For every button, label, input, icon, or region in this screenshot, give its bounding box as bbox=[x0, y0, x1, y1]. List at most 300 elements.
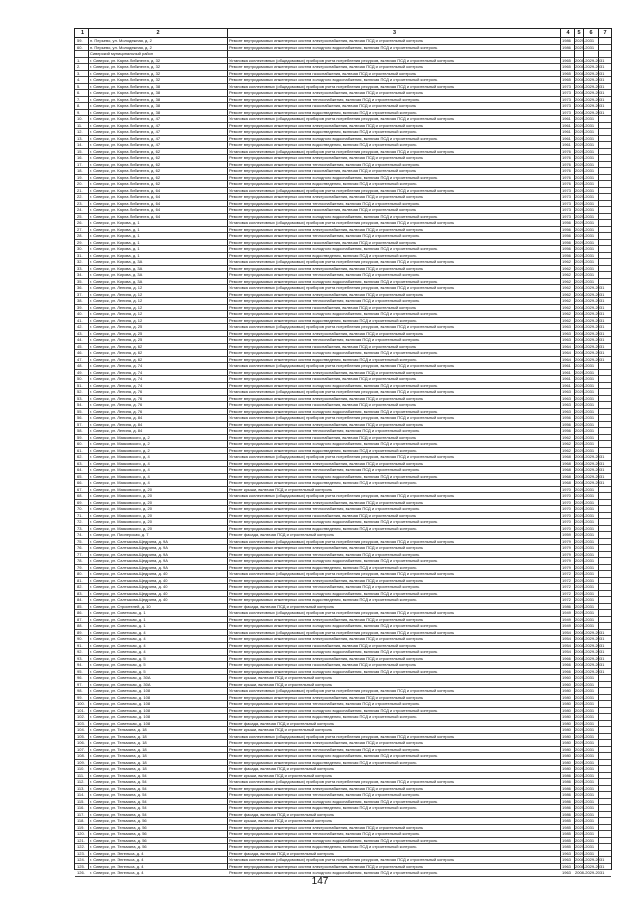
row-number: 52. bbox=[77, 389, 83, 394]
row-number: 77. bbox=[77, 551, 83, 557]
row-address: г. Сиверск, ул. Маяковского, д. 4 bbox=[90, 460, 150, 466]
row-number: 4. bbox=[77, 77, 81, 82]
row-period: 2029-2031 bbox=[575, 434, 595, 440]
row-period: 2029-2031 bbox=[575, 441, 595, 446]
row-address: г. Сиверск, ул. Карла Либкнехта, д. 47 bbox=[90, 142, 161, 147]
row-year: 1963 bbox=[562, 330, 571, 336]
row-address: г. Сиверск, ул. Ленина, д. 84 bbox=[90, 428, 143, 433]
row-work-type: Ремонт внутридомовых инженерных систем холодного водоснабжения, включая ПСД и строительный контроль bbox=[229, 382, 438, 388]
row-number: 106. bbox=[77, 740, 85, 745]
row-work-type: Установка коллективных (общедомовых) приборов учета потребления ресурсов, включая ПСД и строительный контроль bbox=[229, 259, 455, 264]
row-year: 1960 bbox=[562, 681, 571, 687]
row-work-type: Ремонт внутридомовых инженерных систем теплоснабжения, включая ПСД и строительный контроль bbox=[229, 298, 420, 303]
register-table bbox=[74, 28, 612, 875]
row-period: 2008-2029-2031 bbox=[575, 285, 605, 290]
row-period: 2008-2029-2031 bbox=[575, 642, 605, 648]
row-year: 1966 bbox=[562, 662, 571, 667]
row-number: 54. bbox=[77, 402, 83, 407]
row-work-type: Ремонт внутридомовых инженерных систем электроснабжения, включая ПСД и строительный контроль bbox=[229, 499, 424, 505]
row-year: 1956 bbox=[562, 239, 571, 245]
row-address: г. Сиверск, ул. Карла Либкнехта, д. 38 bbox=[90, 96, 161, 102]
row-work-type: Ремонт внутридомовых инженерных систем водоотведения, включая ПСД и строительный контроль bbox=[229, 525, 417, 531]
row-period: 2008-2029-2031 bbox=[575, 356, 605, 362]
row-period: 2029-2031 bbox=[575, 226, 595, 232]
row-address: г. Сиверск, ул. Салтыкова-Щедрина, д. 40 bbox=[90, 597, 168, 602]
row-work-type: Установка коллективных (общедомовых) приборов учета потребления ресурсов, включая ПСД и строительный контроль bbox=[229, 116, 455, 121]
row-year: 1954 bbox=[562, 629, 571, 635]
row-number: 76. bbox=[77, 545, 83, 550]
row-work-type: Установка коллективных (общедомовых) приборов учета потребления ресурсов, включая ПСД и строительный контроль bbox=[229, 363, 455, 368]
row-work-type: Ремонт внутридомовых инженерных систем электроснабжения, включая ПСД и строительный контроль bbox=[229, 824, 424, 830]
row-number: 82. bbox=[77, 584, 83, 589]
row-year: 1956 bbox=[562, 246, 571, 251]
row-work-type: Ремонт крыши, включая ПСД и строительный контроль bbox=[229, 727, 333, 732]
row-work-type: Ремонт фасада, включая ПСД и строительный контроль bbox=[229, 850, 335, 856]
row-address: г. Сиверск, ул. Ленина, д. 25 bbox=[90, 324, 143, 329]
row-address: г. Сиверск, ул. Советская, д. 4 bbox=[90, 636, 146, 641]
row-number: 94. bbox=[77, 662, 83, 667]
row-number: 79. bbox=[77, 564, 83, 570]
row-work-type: Ремонт внутридомовых инженерных систем теплоснабжения, включая ПСД и строительный контроль bbox=[229, 96, 420, 102]
row-year: 1986 bbox=[562, 785, 571, 791]
row-work-type: Ремонт внутридомовых инженерных систем водоотведения, включая ПСД и строительный контроль bbox=[229, 181, 417, 186]
row-work-type: Ремонт внутридомовых инженерных систем теплоснабжения, включая ПСД и строительный контроль bbox=[229, 584, 420, 589]
row-address: г. Сиверск, ул. Тельмана, д. 18 bbox=[90, 733, 147, 739]
row-year: 1980 bbox=[562, 759, 571, 765]
row-address: г. Сиверск, ул. Карла Либкнехта, д. 32 bbox=[90, 64, 161, 69]
column-divider bbox=[560, 29, 561, 869]
row-period: 2029-2031 bbox=[575, 252, 595, 258]
row-year: 1962 bbox=[562, 259, 571, 264]
row-year: 1963 bbox=[562, 337, 571, 342]
row-address: г. Сиверск, ул. Карла Либкнехта, д. 62 bbox=[90, 161, 161, 167]
row-work-type: Ремонт крыши, включая ПСД и строительный контроль bbox=[229, 818, 333, 823]
row-year: 1986 bbox=[562, 779, 571, 784]
row-address: г. Сиверск, ул. Энгельса, д. 4 bbox=[90, 863, 144, 869]
row-address: г. Сиверск, ул. Салтыкова-Щедрина, д. 40 bbox=[90, 577, 168, 583]
row-work-type: Ремонт внутридомовых инженерных систем водоотведения, включая ПСД и строительный контроль bbox=[229, 564, 417, 570]
row-year: 1986 bbox=[562, 38, 571, 43]
column-header-6: 6 bbox=[589, 30, 593, 36]
row-year: 1965 bbox=[562, 64, 571, 69]
row-period: 2029-2031 bbox=[575, 278, 595, 284]
row-year: 1980 bbox=[562, 766, 571, 771]
row-address: г. Сиверск, ул. Салтыкова-Щедрина, д. 40 bbox=[90, 590, 168, 596]
row-year: 1976 bbox=[562, 155, 571, 160]
row-period: 2029-2031 bbox=[575, 571, 595, 576]
row-year: 1980 bbox=[562, 688, 571, 693]
row-period: 2029-2031 bbox=[575, 694, 595, 700]
row-work-type: Ремонт внутридомовых инженерных систем холодного водоснабжения, включая ПСД и строительный контроль bbox=[229, 44, 438, 50]
row-period: 2008-2029-2031 bbox=[575, 337, 605, 342]
row-year: 1972 bbox=[562, 584, 571, 589]
row-period: 2029-2031 bbox=[575, 740, 595, 745]
row-period: 2029-2031 bbox=[575, 246, 595, 251]
row-year: 1954 bbox=[562, 642, 571, 648]
row-year: 1976 bbox=[562, 174, 571, 180]
row-work-type: Ремонт внутридомовых инженерных систем электроснабжения, включая ПСД и строительный контроль bbox=[229, 265, 424, 271]
row-work-type: Ремонт внутридомовых инженерных систем холодного водоснабжения, включая ПСД и строительный контроль bbox=[229, 837, 438, 843]
row-year: 1965 bbox=[562, 70, 571, 76]
row-address: г. Сиверск, ул. Пионерская, д. 7 bbox=[90, 532, 149, 537]
row-number: 105. bbox=[77, 733, 85, 739]
row-period: 2008-2029-2031 bbox=[575, 649, 605, 654]
row-year: 1970 bbox=[562, 525, 571, 531]
row-work-type: Ремонт внутридомовых инженерных систем электроснабжения, включая ПСД и строительный контроль bbox=[229, 636, 424, 641]
row-address: г. Сиверск, ул. Ленина, д. 25 bbox=[90, 337, 143, 342]
row-work-type: Ремонт внутридомовых инженерных систем холодного водоснабжения, включая ПСД и строительный контроль bbox=[229, 278, 438, 284]
row-period: 2029-2031 bbox=[575, 129, 595, 134]
row-address: г. Сиверск, ул. Кирова, д. 3А bbox=[90, 278, 143, 284]
row-year: 1963 bbox=[562, 857, 571, 862]
row-work-type: Ремонт внутридомовых инженерных систем газоснабжения, включая ПСД и строительный контроль bbox=[229, 207, 417, 212]
row-period: 2029-2031 bbox=[575, 759, 595, 765]
row-year: 1956 bbox=[562, 233, 571, 238]
row-address: г. Сиверск, ул. Советская, д. 5 bbox=[90, 662, 146, 667]
row-work-type: Ремонт внутридомовых инженерных систем газоснабжения, включая ПСД и строительный контроль bbox=[229, 103, 417, 108]
row-period: 2008-2029-2031 bbox=[575, 311, 605, 316]
row-number: 121. bbox=[77, 837, 85, 843]
row-year: 1961 bbox=[562, 382, 571, 388]
row-period: 2029-2031 bbox=[575, 389, 595, 394]
row-year: 1956 bbox=[562, 220, 571, 225]
row-period: 2008-2029-2031 bbox=[575, 350, 605, 355]
row-address: г. Сиверск, ул. Маяковского, д. 20 bbox=[90, 499, 152, 505]
row-year: 1961 bbox=[562, 129, 571, 134]
row-year: 1968 bbox=[562, 480, 571, 485]
row-number: 22. bbox=[77, 194, 83, 199]
row-period: 2029-2031 bbox=[575, 402, 595, 407]
row-number: 55. bbox=[77, 408, 83, 414]
row-address: г. Сиверск, ул. Карла Либкнехта, д. 38 bbox=[90, 90, 161, 95]
row-year: 1963 bbox=[562, 863, 571, 869]
row-address: г. Сиверск, ул. Тельмана, д. 18 bbox=[90, 759, 147, 765]
row-period: 2029-2031 bbox=[575, 675, 595, 680]
row-number: 44. bbox=[77, 337, 83, 342]
row-year: 1961 bbox=[562, 369, 571, 375]
row-number: 66. bbox=[77, 480, 83, 485]
row-address: г. Сиверск, ул. Ленина, д. 25 bbox=[90, 330, 143, 336]
row-address: г. Сиверск, ул. Советская, д. 30А bbox=[90, 681, 151, 687]
row-year: 1980 bbox=[562, 753, 571, 758]
row-year: 1979 bbox=[562, 564, 571, 570]
row-address: г. Сиверск, ул. Маяковского, д. 20 bbox=[90, 519, 152, 524]
row-period: 2029-2031 bbox=[575, 44, 595, 50]
row-period: 2029-2031 bbox=[575, 616, 595, 622]
row-number: 13. bbox=[77, 135, 83, 141]
row-year: 1980 bbox=[562, 727, 571, 732]
column-divider bbox=[574, 29, 575, 869]
row-work-type: Ремонт внутридомовых инженерных систем холодного водоснабжения, включая ПСД и строительный контроль bbox=[229, 798, 438, 804]
row-work-type: Ремонт внутридомовых инженерных систем холодного водоснабжения, включая ПСД и строительный контроль bbox=[229, 350, 438, 355]
row-address: г. Сиверск, ул. Маяковского, д. 2 bbox=[90, 441, 150, 446]
row-number: 93. bbox=[77, 655, 83, 661]
row-address: г. Сиверск, ул. Энгельса, д. 4 bbox=[90, 870, 144, 875]
row-address: г. Сиверск, ул. Ленина, д. 84 bbox=[90, 421, 143, 427]
row-period: 2008-2029-2031 bbox=[575, 863, 605, 869]
row-number: 11. bbox=[77, 122, 83, 128]
row-address: г. Сиверск, ул. Маяковского, д. 20 bbox=[90, 486, 152, 492]
row-number: 59. bbox=[77, 38, 83, 43]
row-work-type: Ремонт внутридомовых инженерных систем газоснабжения, включая ПСД и строительный контроль bbox=[229, 376, 417, 381]
row-address: г. Сиверск, ул. Карла Либкнехта, д. 64 bbox=[90, 194, 161, 199]
row-period: 2029-2031 bbox=[575, 233, 595, 238]
row-year: 1986 bbox=[562, 603, 571, 609]
row-address: г. Сиверск, ул. Тельмана, д. 54 bbox=[90, 779, 147, 784]
row-period: 2029-2031 bbox=[575, 538, 595, 544]
row-number: 64. bbox=[77, 467, 83, 472]
row-period: 2008-2029-2031 bbox=[575, 480, 605, 485]
row-address: г. Сиверск, ул. Советская, д. 108 bbox=[90, 688, 151, 693]
row-number: 42. bbox=[77, 324, 83, 329]
row-number: 75. bbox=[77, 538, 83, 544]
row-number: 90. bbox=[77, 636, 83, 641]
row-address: г. Сиверск, ул. Салтыкова-Щедрина, д. 9А bbox=[90, 551, 168, 557]
row-year: 1961 bbox=[562, 376, 571, 381]
row-number: 65. bbox=[77, 473, 83, 479]
row-address: г. Сиверск, ул. Ленина, д. 12 bbox=[90, 317, 143, 323]
row-number: 126. bbox=[77, 870, 85, 875]
row-address: г. Сиверск, ул. Салтыкова-Щедрина, д. 40 bbox=[90, 584, 168, 589]
row-work-type: Ремонт внутридомовых инженерных систем электроснабжения, включая ПСД и строительный контроль bbox=[229, 421, 424, 427]
row-year: 1963 bbox=[562, 389, 571, 394]
row-year: 1986 bbox=[562, 772, 571, 778]
row-period: 2029-2031 bbox=[575, 181, 595, 186]
row-year: 1949 bbox=[562, 623, 571, 628]
row-year: 1973 bbox=[562, 200, 571, 206]
row-work-type: Установка коллективных (общедомовых) приборов учета потребления ресурсов, включая ПСД и строительный контроль bbox=[229, 220, 455, 225]
row-work-type: Ремонт внутридомовых инженерных систем газоснабжения, включая ПСД и строительный контроль bbox=[229, 662, 417, 667]
row-year: 1980 bbox=[562, 740, 571, 745]
row-work-type: Установка коллективных (общедомовых) приборов учета потребления ресурсов, включая ПСД и строительный контроль bbox=[229, 187, 455, 193]
row-address: г. Сиверск, ул. Тельмана, д. 56 bbox=[90, 837, 147, 843]
row-address: г. Сиверск, ул. Тельмана, д. 56 bbox=[90, 818, 147, 823]
row-work-type: Ремонт внутридомовых инженерных систем холодного водоснабжения, включая ПСД и строительный контроль bbox=[229, 519, 438, 524]
row-year: 1963 bbox=[562, 324, 571, 329]
column-divider bbox=[227, 29, 228, 869]
row-number: 63. bbox=[77, 460, 83, 466]
row-number: 100. bbox=[77, 701, 85, 706]
row-year: 1966 bbox=[562, 668, 571, 674]
row-year: 1980 bbox=[562, 694, 571, 700]
row-work-type: Установка коллективных (общедомовых) приборов учета потребления ресурсов, включая ПСД и строительный контроль bbox=[229, 857, 455, 862]
row-number: 92. bbox=[77, 649, 83, 654]
column-divider bbox=[583, 29, 584, 869]
row-period: 2029-2031 bbox=[575, 382, 595, 388]
row-number: 62. bbox=[77, 454, 83, 459]
row-work-type: Ремонт внутридомовых инженерных систем водоотведения, включая ПСД и строительный контроль bbox=[229, 480, 417, 485]
row-year: 1961 bbox=[562, 135, 571, 141]
row-period: 2008-2029-2031 bbox=[575, 83, 605, 89]
row-work-type: Ремонт внутридомовых инженерных систем водоотведения, включая ПСД и строительный контроль bbox=[229, 805, 417, 810]
column-header-work-type: 3 bbox=[392, 30, 397, 36]
row-address: п. Перьево, ул. Молодежная, д. 2 bbox=[90, 44, 152, 50]
row-year: 1976 bbox=[562, 181, 571, 186]
row-number: 120. bbox=[77, 831, 85, 836]
row-year: 1985 bbox=[562, 831, 571, 836]
row-number: 15. bbox=[77, 148, 83, 154]
row-period: 2029-2031 bbox=[575, 506, 595, 511]
row-period: 2029-2031 bbox=[575, 558, 595, 563]
row-number: 98. bbox=[77, 688, 83, 693]
row-period: 2029-2031 bbox=[575, 187, 595, 193]
row-address: г. Сиверск, ул. Советская, д. 5 bbox=[90, 668, 146, 674]
row-year: 1979 bbox=[562, 538, 571, 544]
row-work-type: Ремонт внутридомовых инженерных систем электроснабжения, включая ПСД и строительный контроль bbox=[229, 740, 424, 745]
row-number: 2. bbox=[77, 64, 81, 69]
row-work-type: Ремонт внутридомовых инженерных систем холодного водоснабжения, включая ПСД и строительный контроль bbox=[229, 558, 438, 563]
row-number: 39. bbox=[77, 304, 83, 310]
column-header-year: 4 bbox=[566, 30, 570, 36]
row-work-type: Ремонт внутридомовых инженерных систем электроснабжения, включая ПСД и строительный контроль bbox=[229, 545, 424, 550]
row-number: 60. bbox=[77, 441, 83, 446]
row-period: 2029-2031 bbox=[575, 174, 595, 180]
row-year: 1979 bbox=[562, 558, 571, 563]
row-work-type: Ремонт внутридомовых инженерных систем водоотведения, включая ПСД и строительный контроль bbox=[229, 447, 417, 453]
row-address: г. Сиверск, ул. Салтыкова-Щедрина, д. 9А bbox=[90, 564, 168, 570]
row-work-type: Ремонт крыши, включая ПСД и строительный контроль bbox=[229, 486, 333, 492]
row-address: г. Сиверск, ул. Советская, д. 4 bbox=[90, 629, 146, 635]
row-number: 34. bbox=[77, 272, 83, 277]
row-number: 57. bbox=[77, 421, 83, 427]
row-address: г. Сиверск, ул. Карла Либкнехта, д. 64 bbox=[90, 207, 161, 212]
row-number: 23. bbox=[77, 200, 83, 206]
row-period: 2008-2029-2031 bbox=[575, 64, 605, 69]
row-work-type: Ремонт внутридомовых инженерных систем газоснабжения, включая ПСД и строительный контроль bbox=[229, 402, 417, 407]
row-year: 1954 bbox=[562, 649, 571, 654]
row-work-type: Ремонт внутридомовых инженерных систем холодного водоснабжения, включая ПСД и строительный контроль bbox=[229, 707, 438, 713]
row-work-type: Ремонт внутридомовых инженерных систем электроснабжения, включая ПСД и строительный контроль bbox=[229, 577, 424, 583]
row-period: 2029-2031 bbox=[575, 415, 595, 420]
row-work-type: Установка коллективных (общедомовых) приборов учета потребления ресурсов, включая ПСД и строительный контроль bbox=[229, 538, 455, 544]
row-number: 60. bbox=[77, 44, 83, 50]
row-period: 2008-2029-2031 bbox=[575, 467, 605, 472]
row-number: 91. bbox=[77, 642, 83, 648]
row-year: 1961 bbox=[562, 116, 571, 121]
row-address: г. Сиверск, ул. Ленина, д. 76 bbox=[90, 395, 143, 401]
row-work-type: Ремонт внутридомовых инженерных систем газоснабжения, включая ПСД и строительный контроль bbox=[229, 343, 417, 349]
row-period: 2008-2029-2031 bbox=[575, 454, 605, 459]
row-work-type: Ремонт внутридомовых инженерных систем электроснабжения, включая ПСД и строительный контроль bbox=[229, 38, 424, 43]
row-number: 123. bbox=[77, 850, 85, 856]
row-year: 1956 bbox=[562, 226, 571, 232]
row-period: 2029-2031 bbox=[575, 785, 595, 791]
row-address: г. Сиверск, ул. Тельмана, д. 54 bbox=[90, 805, 147, 810]
row-year: 1962 bbox=[562, 311, 571, 316]
row-period: 2008-2029-2031 bbox=[575, 291, 605, 297]
row-year: 1954 bbox=[562, 636, 571, 641]
row-year: 1961 bbox=[562, 122, 571, 128]
row-address: г. Сиверск, ул. Карла Либкнехта, д. 32 bbox=[90, 70, 161, 76]
row-work-type: Ремонт внутридомовых инженерных систем электроснабжения, включая ПСД и строительный контроль bbox=[229, 122, 424, 128]
row-number: 17. bbox=[77, 161, 83, 167]
row-address: г. Сиверск, ул. Советская, д. 1 bbox=[90, 623, 146, 628]
row-year: 1963 bbox=[562, 402, 571, 407]
row-work-type: Ремонт внутридомовых инженерных систем холодного водоснабжения, включая ПСД и строительный контроль bbox=[229, 246, 438, 251]
row-year: 1968 bbox=[562, 473, 571, 479]
row-number: 67. bbox=[77, 486, 83, 492]
row-period: 2029-2031 bbox=[575, 707, 595, 713]
row-number: 117. bbox=[77, 811, 85, 817]
row-number: 83. bbox=[77, 590, 83, 596]
row-number: 41. bbox=[77, 317, 83, 323]
row-work-type: Установка коллективных (общедомовых) приборов учета потребления ресурсов, включая ПСД и строительный контроль bbox=[229, 688, 455, 693]
row-year: 1985 bbox=[562, 824, 571, 830]
row-address: г. Сиверск, ул. Советская, д. 5 bbox=[90, 655, 146, 661]
row-period: 2008-2029-2031 bbox=[575, 636, 605, 641]
row-year: 1973 bbox=[562, 207, 571, 212]
row-work-type: Ремонт внутридомовых инженерных систем теплоснабжения, включая ПСД и строительный контроль bbox=[229, 337, 420, 342]
row-year: 1970 bbox=[562, 519, 571, 524]
row-year: 1963 bbox=[562, 850, 571, 856]
row-address: г. Сиверск, ул. Советская, д. 108 bbox=[90, 707, 151, 713]
row-work-type: Ремонт внутридомовых инженерных систем холодного водоснабжения, включая ПСД и строительный контроль bbox=[229, 668, 438, 674]
row-address: г. Сиверск, ул. Ленина, д. 12 bbox=[90, 311, 143, 316]
row-address: г. Сиверск, ул. Салтыкова-Щедрина, д. 9А bbox=[90, 558, 168, 563]
row-period: 2029-2031 bbox=[575, 220, 595, 225]
row-address: г. Сиверск, ул. Тельмана, д. 54 bbox=[90, 792, 147, 797]
row-number: 19. bbox=[77, 174, 83, 180]
row-year: 1985 bbox=[562, 818, 571, 823]
row-address: г. Сиверск, ул. Энгельса, д. 4 bbox=[90, 850, 144, 856]
row-work-type: Ремонт внутридомовых инженерных систем теплоснабжения, включая ПСД и строительный контроль bbox=[229, 467, 420, 472]
row-period: 2029-2031 bbox=[575, 584, 595, 589]
row-number: 103. bbox=[77, 720, 85, 726]
row-year: 1976 bbox=[562, 168, 571, 173]
row-work-type: Ремонт внутридомовых инженерных систем водоотведения, включая ПСД и строительный контроль bbox=[229, 714, 417, 719]
row-address: г. Сиверск, ул. Карла Либкнехта, д. 38 bbox=[90, 83, 161, 89]
row-address: г. Сиверск, ул. Ленина, д. 76 bbox=[90, 389, 143, 394]
row-period: 2008-2029-2031 bbox=[575, 304, 605, 310]
row-address: г. Сиверск, ул. Ленина, д. 74 bbox=[90, 363, 143, 368]
row-year: 1960 bbox=[562, 675, 571, 680]
row-year: 1973 bbox=[562, 103, 571, 108]
row-period: 2029-2031 bbox=[575, 168, 595, 173]
column-header-row bbox=[75, 29, 611, 38]
row-number: 89. bbox=[77, 629, 83, 635]
row-year: 1962 bbox=[562, 441, 571, 446]
row-work-type: Ремонт внутридомовых инженерных систем газоснабжения, включая ПСД и строительный контроль bbox=[229, 642, 417, 648]
row-year: 1964 bbox=[562, 350, 571, 355]
row-work-type: Ремонт внутридомовых инженерных систем теплоснабжения, включая ПСД и строительный контроль bbox=[229, 746, 420, 752]
column-header-number: 1 bbox=[80, 30, 85, 36]
row-period: 2029-2031 bbox=[575, 720, 595, 726]
row-year: 1979 bbox=[562, 551, 571, 557]
row-year: 1962 bbox=[562, 291, 571, 297]
row-number: 84. bbox=[77, 597, 83, 602]
row-number: 68. bbox=[77, 493, 83, 498]
row-number: 16. bbox=[77, 155, 83, 160]
row-period: 2008-2029-2031 bbox=[575, 655, 605, 661]
row-period: 2029-2031 bbox=[575, 259, 595, 264]
row-work-type: Ремонт внутридомовых инженерных систем электроснабжения, включая ПСД и строительный контроль bbox=[229, 655, 424, 661]
row-address: г. Сиверск, ул. Тельмана, д. 18 bbox=[90, 746, 147, 752]
row-number: 45. bbox=[77, 343, 83, 349]
row-period: 2008-2029-2031 bbox=[575, 57, 605, 63]
row-address: г. Сиверск, ул. Тельмана, д. 54 bbox=[90, 798, 147, 804]
row-year: 1970 bbox=[562, 493, 571, 498]
row-year: 1964 bbox=[562, 356, 571, 362]
row-year: 1972 bbox=[562, 571, 571, 576]
row-year: 1963 bbox=[562, 395, 571, 401]
row-period: 2029-2031 bbox=[575, 207, 595, 212]
row-address: г. Сиверск, ул. Энгельса, д. 4 bbox=[90, 857, 144, 862]
row-year: 1980 bbox=[562, 707, 571, 713]
row-address: г. Сиверск, ул. Ленина, д. 76 bbox=[90, 408, 143, 414]
section-title: Сиверский муниципальный район bbox=[90, 51, 154, 56]
row-work-type: Ремонт внутридомовых инженерных систем теплоснабжения, включая ПСД и строительный контроль bbox=[229, 701, 420, 706]
row-number: 122. bbox=[77, 844, 85, 849]
